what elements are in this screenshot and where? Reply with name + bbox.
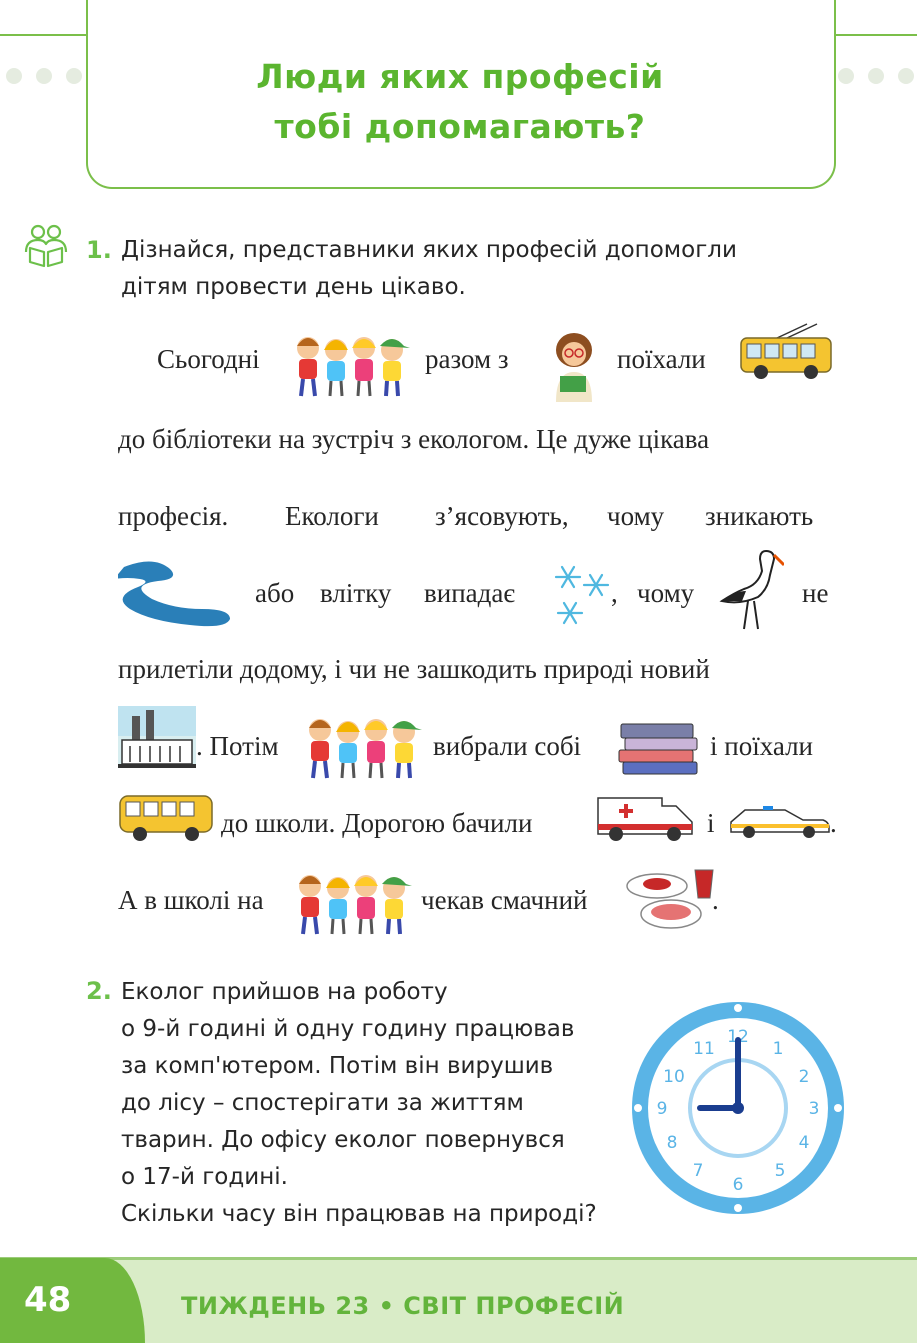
story-word: зникають xyxy=(705,501,814,531)
clock-number: 9 xyxy=(656,1099,668,1119)
decor-dot xyxy=(838,68,854,84)
clock-number: 11 xyxy=(693,1039,715,1059)
school-bus-icon xyxy=(118,792,214,842)
clock-number: 6 xyxy=(732,1175,744,1195)
children-icon xyxy=(290,868,415,938)
story-word: , xyxy=(611,578,618,608)
task-1-text xyxy=(121,232,737,306)
story-word: чому xyxy=(637,578,695,608)
task-2-number: 2. xyxy=(86,977,112,1005)
task-2-line: Скільки часу він працював на природі? xyxy=(121,1201,597,1227)
story-word: . xyxy=(830,808,837,838)
task-1-line-2: дітям провести день цікаво. xyxy=(121,274,466,300)
trolleybus-icon xyxy=(737,322,835,382)
header-line-right xyxy=(832,34,917,36)
task-2-line: до лісу – спостерігати за життям xyxy=(121,1090,524,1116)
story-word: з’ясовують, xyxy=(435,501,569,531)
decor-dot xyxy=(36,68,52,84)
ambulance-icon xyxy=(596,792,696,842)
children-icon xyxy=(288,330,413,400)
title-line-1: Люди яких професій xyxy=(256,57,664,96)
clock-number: 4 xyxy=(798,1133,810,1153)
footer-divider xyxy=(0,1257,917,1260)
clock-number: 1 xyxy=(772,1039,784,1059)
decor-dot xyxy=(6,68,22,84)
police-car-icon xyxy=(727,800,831,840)
clock-number: 8 xyxy=(666,1133,678,1153)
story-line-5: прилетіли додому, і чи не зашкодить природі новий xyxy=(118,654,710,684)
story-word: разом з xyxy=(425,344,509,374)
river-icon xyxy=(118,555,236,627)
story-word: вибрали собі xyxy=(433,731,582,761)
clock-icon xyxy=(628,998,848,1218)
decor-dot xyxy=(868,68,884,84)
story-word: поїхали xyxy=(617,344,706,374)
clock-number: 3 xyxy=(808,1099,820,1119)
clock-number: 7 xyxy=(692,1161,704,1181)
story-word: випадає xyxy=(424,578,515,608)
lunch-icon xyxy=(625,866,717,934)
page-number: 48 xyxy=(24,1280,72,1320)
task-2-line: о 9-й годині й одну годину працював xyxy=(121,1016,575,1042)
task-2-line: о 17-й годині. xyxy=(121,1164,288,1190)
story-word: і поїхали xyxy=(710,731,813,761)
page-title xyxy=(86,52,834,152)
story-word: А в школі на xyxy=(118,885,264,915)
story-word: чому xyxy=(607,501,665,531)
decor-dot xyxy=(66,68,82,84)
story-line-2: до бібліотеки на зустріч з екологом. Це дуже цікава xyxy=(118,424,710,454)
clock-number: 12 xyxy=(727,1027,749,1047)
factory-icon xyxy=(118,706,196,768)
story-word: не xyxy=(802,578,829,608)
teacher-icon xyxy=(546,328,602,402)
story-word: Екологи xyxy=(285,501,379,531)
story-word: або xyxy=(255,578,295,608)
story-word: чекав смачний xyxy=(421,885,588,915)
task-1-number: 1. xyxy=(86,236,112,264)
story-word: . Потім xyxy=(196,731,279,761)
story-word: . xyxy=(712,885,719,915)
stork-icon xyxy=(718,545,784,631)
title-line-2: тобі допомагають? xyxy=(274,107,646,146)
story-word: професія. xyxy=(118,501,229,531)
task-2-line: Еколог прийшов на роботу xyxy=(121,979,448,1005)
clock-number: 5 xyxy=(774,1161,786,1181)
task-2-line: тварин. До офісу еколог повернувся xyxy=(121,1127,565,1153)
books-icon xyxy=(617,718,703,776)
story-word: і xyxy=(707,808,715,838)
header-line-left xyxy=(0,34,88,36)
task-2-line: за комп'ютером. Потім він вирушив xyxy=(121,1053,554,1079)
story-word: до школи. Дорогою бачили xyxy=(221,808,533,838)
children-icon xyxy=(300,712,425,782)
pair-work-icon xyxy=(22,222,70,270)
clock-number: 10 xyxy=(663,1067,685,1087)
footer-caption: ТИЖДЕНЬ 23 • СВІТ ПРОФЕСІЙ xyxy=(181,1292,625,1320)
task-1-line-1: Дізнайся, представники яких професій допомогли xyxy=(121,237,737,263)
story-word: Сьогодні xyxy=(157,344,260,374)
snowflakes-icon xyxy=(550,557,612,629)
clock-number: 2 xyxy=(798,1067,810,1087)
page-number-tab xyxy=(0,1258,145,1343)
story-word: влітку xyxy=(320,578,392,608)
decor-dot xyxy=(898,68,914,84)
task-2-text xyxy=(121,974,597,1233)
